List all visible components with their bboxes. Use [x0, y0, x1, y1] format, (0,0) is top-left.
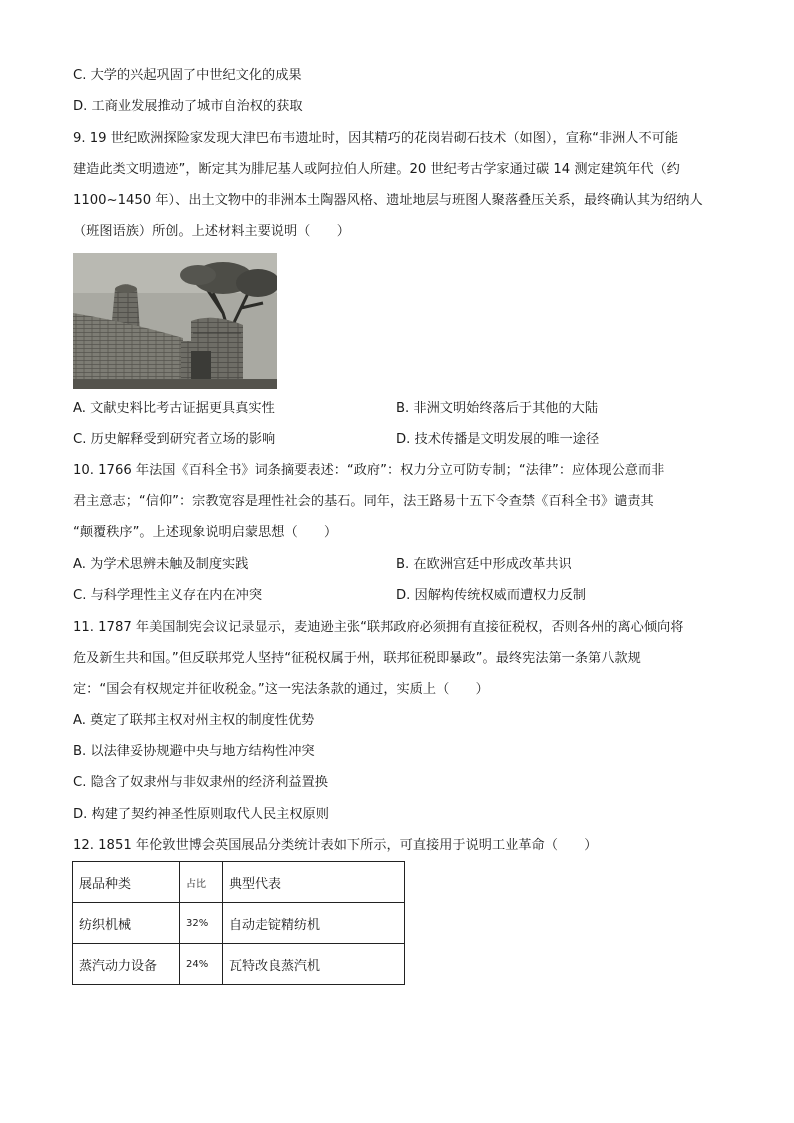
cell-share: 32% — [180, 903, 223, 944]
header-representative: 典型代表 — [223, 862, 405, 903]
table-row — [73, 944, 405, 985]
q12-stem-line1: 12. 1851 年伦敦世博会英国展品分类统计表如下所示，可直接用于说明工业革命（ ） — [73, 838, 598, 853]
q10-option-c: C. 与科学理性主义存在内在冲突 — [73, 588, 263, 603]
q9-option-c: C. 历史解释受到研究者立场的影响 — [73, 432, 276, 447]
q9-option-b: B. 非洲文明始终落后于其他的大陆 — [396, 401, 599, 416]
great-zimbabwe-photo — [73, 253, 277, 389]
cell-share: 24% — [180, 944, 223, 985]
exhibit-stats-table — [72, 861, 405, 985]
q10-stem-line3: “颠覆秩序”。上述现象说明启蒙思想（ ） — [73, 525, 338, 540]
q10-option-d: D. 因解构传统权威而遭权力反制 — [396, 588, 586, 603]
q11-option-d: D. 构建了契约神圣性原则取代人民主权原则 — [73, 807, 329, 822]
q11-stem-line2: 危及新生共和国。”但反联邦党人坚持“征税权属于州，联邦征税即暴政”。最终宪法第一条第八款规 — [73, 651, 641, 666]
q9-option-d: D. 技术传播是文明发展的唯一途径 — [396, 432, 600, 447]
q10-option-a: A. 为学术思辨未触及制度实践 — [73, 557, 249, 572]
q10-option-b: B. 在欧洲宫廷中形成改革共识 — [396, 557, 572, 572]
cell-category: 纺织机械 — [73, 903, 180, 944]
q11-stem-line3: 定：“国会有权规定并征收税金。”这一宪法条款的通过，实质上（ ） — [73, 682, 489, 697]
cell-representative: 自动走锭精纺机 — [223, 903, 405, 944]
cell-representative: 瓦特改良蒸汽机 — [223, 944, 405, 985]
q9-stem-line4: （班图语族）所创。上述材料主要说明（ ） — [73, 224, 350, 239]
q9-stem-line1: 9. 19 世纪欧洲探险家发现大津巴布韦遗址时，因其精巧的花岗岩砌石技术（如图），宣称“非洲人不可能 — [73, 131, 679, 146]
q9-stem-line2: 建造此类文明遗迹”，断定其为腓尼基人或阿拉伯人所建。20 世纪考古学家通过碳 14 测定建筑年代（约 — [73, 162, 680, 177]
q9-stem-line3: 1100~1450 年）、出土文物中的非洲本土陶器风格、遗址地层与班图人聚落叠压关系，最终确认其为绍纳人 — [73, 193, 703, 208]
table-row — [73, 903, 405, 944]
q11-option-b: B. 以法律妥协规避中央与地方结构性冲突 — [73, 744, 315, 759]
q11-stem-line1: 11. 1787 年美国制宪会议记录显示，麦迪逊主张“联邦政府必须拥有直接征税权，否则各州的离心倾向将 — [73, 620, 684, 635]
table-header-row — [73, 862, 405, 903]
cell-category: 蒸汽动力设备 — [73, 944, 180, 985]
header-share: 占比 — [180, 862, 223, 903]
header-category: 展品种类 — [73, 862, 180, 903]
option-c-prev: C. 大学的兴起巩固了中世纪文化的成果 — [73, 68, 302, 83]
q11-option-a: A. 奠定了联邦主权对州主权的制度性优势 — [73, 713, 315, 728]
q10-stem-line2: 君主意志；“信仰”：宗教宽容是理性社会的基石。同年，法王路易十五下令查禁《百科全书》谴责其 — [73, 494, 654, 509]
option-d-prev: D. 工商业发展推动了城市自治权的获取 — [73, 99, 303, 114]
q9-option-a: A. 文献史料比考古证据更具真实性 — [73, 401, 275, 416]
q10-stem-line1: 10. 1766 年法国《百科全书》词条摘要表述：“政府”：权力分立可防专制；“法律”：应体现公意而非 — [73, 463, 665, 478]
q11-option-c: C. 隐含了奴隶州与非奴隶州的经济利益置换 — [73, 775, 328, 790]
